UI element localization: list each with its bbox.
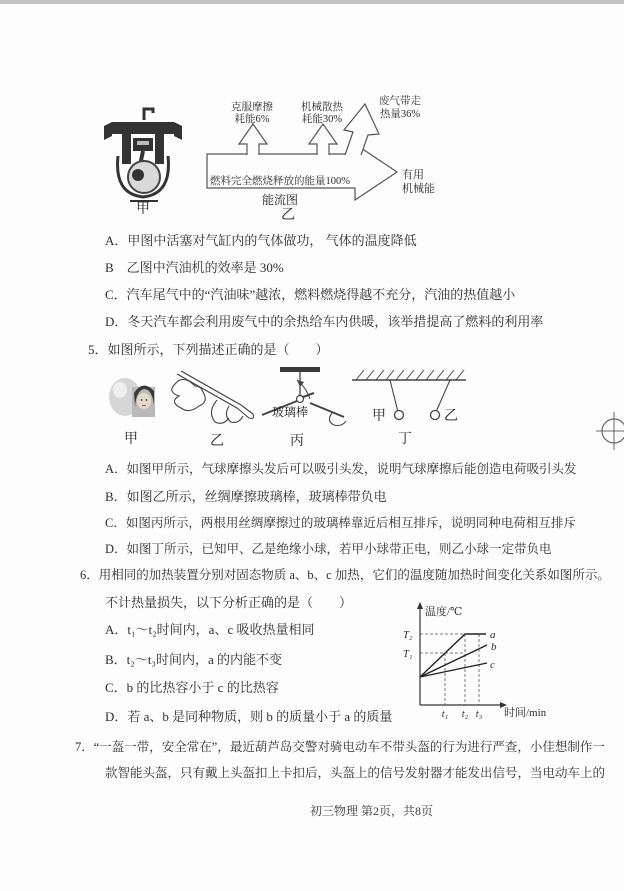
graph-xlabel: 时间/min	[504, 707, 547, 719]
registration-mark-icon	[596, 410, 624, 454]
ball-left-label: 甲	[372, 409, 386, 424]
branch3-label-line1: 废气带走	[379, 96, 421, 107]
graph-T1-label: T₁	[403, 649, 413, 660]
flow-diagram-label: 乙	[281, 208, 295, 223]
graph-ylabel: 温度/℃	[425, 606, 463, 618]
glass-rods-repel-figure	[248, 363, 352, 431]
graph-T2-label: T₂	[403, 630, 413, 641]
silk-rubbing-rod-figure	[165, 366, 260, 428]
graph-t2-tick: t₂	[461, 709, 469, 720]
engine-figure	[98, 104, 188, 204]
q5-stem: 5．如图所示，下列描述正确的是（ ）	[88, 342, 329, 357]
q5-caption-bing: 丙	[290, 434, 304, 449]
ball-right-label: 乙	[444, 409, 458, 424]
q7-stem-line1: 7．“一盔一带，安全常在”，最近葫芦岛交警对骑电动车不带头盔的行为进行严查，小佳想制作一	[75, 740, 605, 754]
graph-t1-tick: t₁	[441, 709, 449, 720]
temperature-time-graph	[398, 598, 576, 728]
q6-stem-line2: 不计热量损失，以下分析正确的是（ ）	[105, 595, 353, 610]
main-arrow-label: 燃料完全燃烧释放的能量100%	[210, 176, 350, 187]
scan-edge	[0, 0, 624, 4]
q5-caption-yi: 乙	[210, 434, 224, 449]
q4-option-a: A．甲图中活塞对气缸内的气体做功， 气体的温度降低	[105, 233, 417, 248]
graph-line-a-label: a	[490, 629, 496, 641]
q5-caption-jia: 甲	[124, 432, 138, 447]
glass-rod-label: 玻璃棒	[272, 405, 309, 419]
q7-stem-line2: 款智能头盔，只有戴上头盔扣上卡扣后，头盔上的信号发射器才能发出信号，当电动车上的	[105, 766, 606, 780]
flow-diagram-caption: 能流图	[262, 193, 299, 207]
branch1-label-line1: 克服摩擦	[231, 102, 273, 113]
engine-figure-label: 甲	[136, 202, 150, 217]
q5-option-c: C．如图丙所示，两根用丝绸摩擦过的玻璃棒靠近后相互排斥，说明同种电荷相互排斥	[105, 516, 576, 530]
graph-t3-tick: t₃	[475, 709, 483, 720]
q6-stem-line1: 6．用相同的加热装置分别对固态物质 a、b、c 加热，它们的温度随加热时间变化关系如图所示。	[80, 568, 610, 582]
q4-option-b: B 乙图中汽油机的效率是 30%	[105, 260, 284, 275]
q4-option-d: D．冬天汽车都会利用废气中的余热给车内供暖，该举措提高了燃料的利用率	[105, 314, 544, 329]
q6-option-c: C．b 的比热容小于 c 的比热容	[105, 680, 279, 695]
q4-option-c: C．汽车尾气中的“汽油味”越浓，燃料燃烧得越不充分，汽油的热值越小	[105, 287, 516, 302]
branch3-label-line2: 热量36%	[379, 109, 421, 120]
balloon-hair-photo	[108, 375, 160, 423]
page-footer: 初三物理 第2页，共8页	[310, 804, 434, 818]
energy-flow-diagram	[195, 88, 445, 223]
graph-line-c-label: c	[490, 659, 495, 671]
branch1-label-line2: 耗能6%	[234, 114, 270, 125]
q5-option-a: A．如图甲所示，气球摩擦头发后可以吸引头发，说明气球摩擦后能创造电荷吸引头发	[105, 462, 577, 476]
q6-option-b: B．t₂～t₃时间内，a 的内能不变	[105, 652, 282, 667]
q5-option-b: B．如图乙所示，丝绸摩擦玻璃棒，玻璃棒带负电	[105, 489, 387, 504]
useful-energy-line1: 有用	[402, 169, 424, 181]
branch2-label-line1: 机械散热	[301, 102, 343, 113]
branch2-label-line2: 耗能30%	[301, 114, 343, 125]
useful-energy-line2: 机械能	[402, 183, 435, 195]
q5-caption-ding: 丁	[398, 432, 412, 447]
q6-option-a: A．t₁～t₂时间内，a、c 吸收热量相同	[105, 622, 315, 637]
q6-option-d: D．若 a、b 是同种物质，则 b 的质量小于 a 的质量	[105, 709, 393, 724]
graph-line-b-label: b	[491, 641, 497, 653]
q5-option-d: D．如图丁所示，已知甲、乙是绝缘小球，若甲小球带正电，则乙小球一定带负电	[105, 542, 552, 556]
